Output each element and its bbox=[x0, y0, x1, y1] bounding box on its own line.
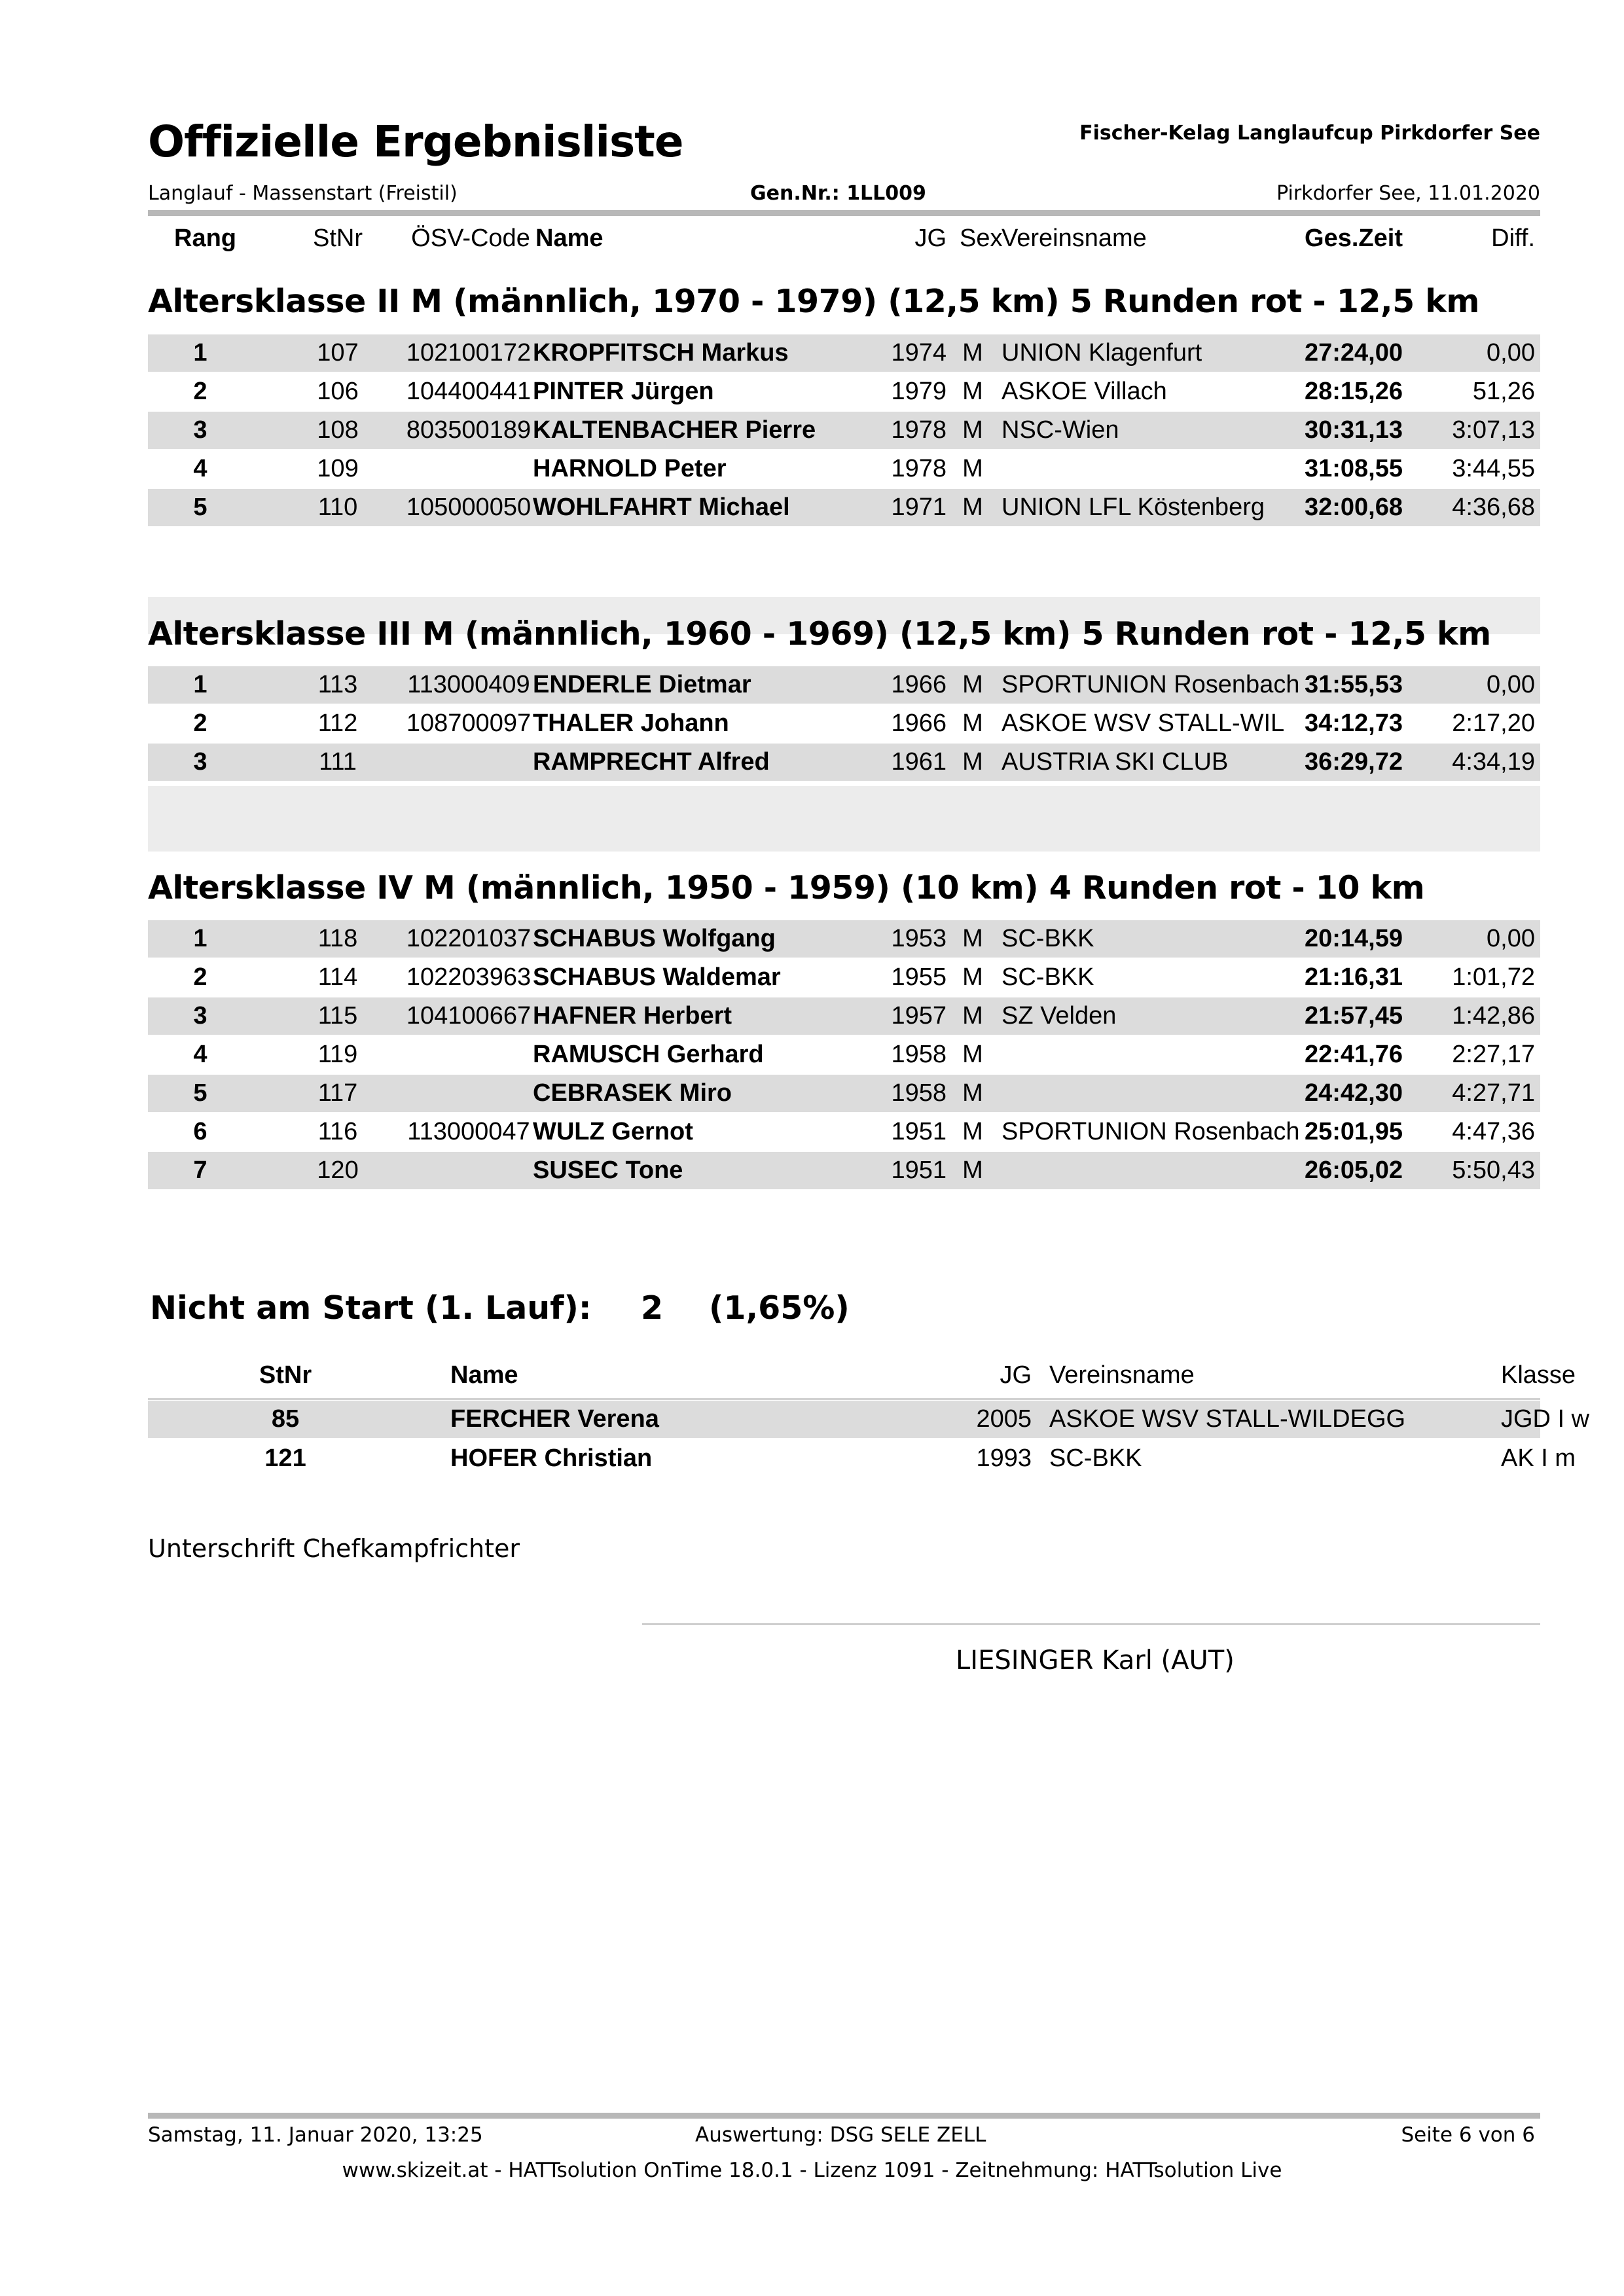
total-time-cell: 31:08,55 bbox=[1304, 455, 1403, 482]
rang-cell: 2 bbox=[193, 378, 208, 405]
result-row bbox=[148, 666, 1540, 704]
dns-label: Nicht am Start (1. Lauf): bbox=[150, 1289, 592, 1327]
col-rang: Rang bbox=[174, 224, 236, 252]
time-diff-cell: 4:27,71 bbox=[1452, 1079, 1535, 1107]
birth-year-cell: 1951 bbox=[891, 1118, 947, 1145]
footer-credits: www.skizeit.at - HATTsolution OnTime 18.0.1 - Lizenz 1091 - Zeitnehmung: HATTsolution Live bbox=[342, 2159, 1282, 2182]
total-time-cell: 26:05,02 bbox=[1304, 1157, 1403, 1184]
club-cell: SZ Velden bbox=[1001, 1002, 1117, 1030]
time-diff-cell: 4:47,36 bbox=[1452, 1118, 1535, 1145]
stnr-cell: 108 bbox=[317, 416, 359, 444]
birth-year-cell: 1974 bbox=[891, 339, 947, 367]
time-diff-cell: 3:44,55 bbox=[1452, 455, 1535, 482]
athlete-name-cell: SCHABUS Wolfgang bbox=[533, 925, 776, 952]
osv-code-cell: 102201037 bbox=[406, 925, 532, 952]
time-diff-cell: 4:34,19 bbox=[1452, 748, 1535, 776]
rang-cell: 1 bbox=[193, 339, 208, 367]
result-row bbox=[148, 1075, 1540, 1112]
sex-cell: M bbox=[962, 1079, 983, 1107]
sex-cell: M bbox=[962, 416, 983, 444]
time-diff-cell: 0,00 bbox=[1487, 671, 1535, 698]
athlete-name-cell: RAMUSCH Gerhard bbox=[533, 1041, 764, 1068]
time-diff-cell: 5:50,43 bbox=[1452, 1157, 1535, 1184]
rang-cell: 3 bbox=[193, 748, 208, 776]
club-cell: SC-BKK bbox=[1001, 925, 1094, 952]
result-row bbox=[148, 489, 1540, 526]
sex-cell: M bbox=[962, 963, 983, 991]
stnr-cell: 115 bbox=[317, 1002, 358, 1030]
section-title: Altersklasse II M (männlich, 1970 - 1979) (12,5 km) 5 Runden rot - 12,5 km bbox=[148, 283, 1479, 320]
osv-code-cell: 104100667 bbox=[406, 1002, 532, 1030]
birth-year-cell: 1951 bbox=[891, 1157, 947, 1184]
birth-year-cell: 1979 bbox=[891, 378, 947, 405]
result-row bbox=[148, 959, 1540, 996]
dns-percent: (1,65%) bbox=[709, 1289, 850, 1327]
dns-birth-year-cell: 2005 bbox=[976, 1405, 1032, 1433]
athlete-name-cell: PINTER Jürgen bbox=[533, 378, 714, 405]
dns-column-header bbox=[148, 1361, 1576, 1398]
birth-year-cell: 1953 bbox=[891, 925, 947, 952]
stnr-cell: 111 bbox=[319, 748, 357, 776]
sex-cell: M bbox=[962, 925, 983, 952]
dns-name-cell: HOFER Christian bbox=[450, 1444, 653, 1472]
stnr-cell: 109 bbox=[317, 455, 359, 482]
athlete-name-cell: CEBRASEK Miro bbox=[533, 1079, 732, 1107]
footer-datetime: Samstag, 11. Januar 2020, 13:25 bbox=[148, 2123, 483, 2147]
col-stnr: StNr bbox=[313, 224, 363, 252]
dns-col-name: Name bbox=[450, 1361, 518, 1389]
column-header bbox=[148, 224, 1540, 264]
birth-year-cell: 1958 bbox=[891, 1041, 947, 1068]
section-gap bbox=[148, 786, 1540, 852]
total-time-cell: 34:12,73 bbox=[1304, 709, 1403, 737]
birth-year-cell: 1978 bbox=[891, 455, 947, 482]
club-cell: ASKOE WSV STALL-WIL bbox=[1001, 709, 1285, 737]
result-row bbox=[148, 412, 1540, 449]
stnr-cell: 107 bbox=[317, 339, 359, 367]
gen-nr: Gen.Nr.: 1LL009 bbox=[750, 182, 926, 205]
dns-rule bbox=[148, 1398, 1540, 1400]
dns-class-cell: AK I m bbox=[1501, 1444, 1576, 1472]
rang-cell: 2 bbox=[193, 709, 208, 737]
stnr-cell: 112 bbox=[317, 709, 358, 737]
sex-cell: M bbox=[962, 709, 983, 737]
dns-class-cell: JGD I w bbox=[1501, 1405, 1590, 1433]
birth-year-cell: 1971 bbox=[891, 493, 947, 521]
footer bbox=[148, 2123, 1540, 2149]
section-title: Altersklasse IV M (männlich, 1950 - 1959) (10 km) 4 Runden rot - 10 km bbox=[148, 869, 1425, 906]
signature-line bbox=[642, 1623, 1540, 1625]
osv-code-cell: 102100172 bbox=[406, 339, 532, 367]
dns-club-cell: ASKOE WSV STALL-WILDEGG bbox=[1049, 1405, 1406, 1433]
total-time-cell: 20:14,59 bbox=[1304, 925, 1403, 952]
result-row bbox=[148, 997, 1540, 1035]
rang-cell: 7 bbox=[193, 1157, 208, 1184]
footer-page: Seite 6 von 6 bbox=[1401, 2123, 1535, 2147]
time-diff-cell: 3:07,13 bbox=[1452, 416, 1535, 444]
athlete-name-cell: KALTENBACHER Pierre bbox=[533, 416, 816, 444]
dns-row bbox=[148, 1440, 1576, 1477]
footer-rule bbox=[148, 2113, 1540, 2119]
club-cell: SPORTUNION Rosenbach bbox=[1001, 1118, 1300, 1145]
sex-cell: M bbox=[962, 671, 983, 698]
stnr-cell: 118 bbox=[317, 925, 358, 952]
osv-code-cell: 113000047 bbox=[407, 1118, 530, 1145]
athlete-name-cell: WOHLFAHRT Michael bbox=[533, 493, 790, 521]
rang-cell: 1 bbox=[193, 671, 208, 698]
sex-cell: M bbox=[962, 1118, 983, 1145]
sex-cell: M bbox=[962, 455, 983, 482]
rang-cell: 5 bbox=[193, 1079, 208, 1107]
sex-cell: M bbox=[962, 493, 983, 521]
athlete-name-cell: HARNOLD Peter bbox=[533, 455, 727, 482]
osv-code-cell: 105000050 bbox=[406, 493, 532, 521]
osv-code-cell: 803500189 bbox=[406, 416, 532, 444]
result-row bbox=[148, 450, 1540, 488]
time-diff-cell: 1:42,86 bbox=[1452, 1002, 1535, 1030]
col-zeit: Ges.Zeit bbox=[1305, 224, 1403, 252]
stnr-cell: 106 bbox=[317, 378, 359, 405]
rang-cell: 3 bbox=[193, 416, 208, 444]
time-diff-cell: 2:27,17 bbox=[1452, 1041, 1535, 1068]
total-time-cell: 21:57,45 bbox=[1304, 1002, 1403, 1030]
event-name: Fischer-Kelag Langlaufcup Pirkdorfer See bbox=[1079, 122, 1540, 145]
total-time-cell: 22:41,76 bbox=[1304, 1041, 1403, 1068]
club-cell: SPORTUNION Rosenbach bbox=[1001, 671, 1300, 698]
time-diff-cell: 4:36,68 bbox=[1452, 493, 1535, 521]
birth-year-cell: 1966 bbox=[891, 709, 947, 737]
birth-year-cell: 1966 bbox=[891, 671, 947, 698]
sex-cell: M bbox=[962, 1041, 983, 1068]
stnr-cell: 114 bbox=[317, 963, 358, 991]
club-cell: AUSTRIA SKI CLUB bbox=[1001, 748, 1229, 776]
sex-cell: M bbox=[962, 748, 983, 776]
col-sex: Sex bbox=[960, 224, 1003, 252]
dns-col-verein: Vereinsname bbox=[1049, 1361, 1195, 1389]
stnr-cell: 117 bbox=[317, 1079, 358, 1107]
rang-cell: 5 bbox=[193, 493, 208, 521]
dns-birth-year-cell: 1993 bbox=[976, 1444, 1032, 1472]
total-time-cell: 30:31,13 bbox=[1304, 416, 1403, 444]
time-diff-cell: 0,00 bbox=[1487, 339, 1535, 367]
dns-count: 2 bbox=[641, 1289, 664, 1327]
rang-cell: 4 bbox=[193, 455, 208, 482]
stnr-cell: 119 bbox=[317, 1041, 358, 1068]
club-cell: UNION LFL Köstenberg bbox=[1001, 493, 1265, 521]
col-jg: JG bbox=[914, 224, 947, 252]
col-name: Name bbox=[535, 224, 604, 252]
sex-cell: M bbox=[962, 1157, 983, 1184]
place-date: Pirkdorfer See, 11.01.2020 bbox=[1276, 182, 1540, 205]
sex-cell: M bbox=[962, 339, 983, 367]
time-diff-cell: 2:17,20 bbox=[1452, 709, 1535, 737]
athlete-name-cell: KROPFITSCH Markus bbox=[533, 339, 789, 367]
result-row bbox=[148, 334, 1540, 372]
result-row bbox=[148, 1152, 1540, 1189]
club-cell: UNION Klagenfurt bbox=[1001, 339, 1202, 367]
dns-row bbox=[148, 1401, 1590, 1438]
athlete-name-cell: SUSEC Tone bbox=[533, 1157, 683, 1184]
birth-year-cell: 1958 bbox=[891, 1079, 947, 1107]
rang-cell: 6 bbox=[193, 1118, 208, 1145]
athlete-name-cell: SCHABUS Waldemar bbox=[533, 963, 781, 991]
time-diff-cell: 0,00 bbox=[1487, 925, 1535, 952]
club-cell: ASKOE Villach bbox=[1001, 378, 1167, 405]
total-time-cell: 21:16,31 bbox=[1304, 963, 1403, 991]
athlete-name-cell: THALER Johann bbox=[533, 709, 729, 737]
total-time-cell: 28:15,26 bbox=[1304, 378, 1403, 405]
result-row bbox=[148, 373, 1540, 410]
signature-name: LIESINGER Karl (AUT) bbox=[956, 1645, 1235, 1676]
result-row bbox=[148, 744, 1540, 781]
total-time-cell: 36:29,72 bbox=[1304, 748, 1403, 776]
stnr-cell: 110 bbox=[317, 493, 358, 521]
osv-code-cell: 104400441 bbox=[406, 378, 532, 405]
total-time-cell: 25:01,95 bbox=[1304, 1118, 1403, 1145]
result-row bbox=[148, 1113, 1540, 1151]
dns-col-klasse: Klasse bbox=[1501, 1361, 1576, 1389]
club-cell: NSC-Wien bbox=[1001, 416, 1119, 444]
header-subline bbox=[148, 182, 1540, 208]
athlete-name-cell: RAMPRECHT Alfred bbox=[533, 748, 770, 776]
dns-stnr-cell: 121 bbox=[264, 1444, 306, 1472]
birth-year-cell: 1957 bbox=[891, 1002, 947, 1030]
discipline: Langlauf - Massenstart (Freistil) bbox=[148, 182, 458, 205]
signature-label: Unterschrift Chefkampfrichter bbox=[148, 1534, 520, 1563]
total-time-cell: 27:24,00 bbox=[1304, 339, 1403, 367]
total-time-cell: 24:42,30 bbox=[1304, 1079, 1403, 1107]
osv-code-cell: 102203963 bbox=[406, 963, 532, 991]
birth-year-cell: 1955 bbox=[891, 963, 947, 991]
dns-stnr-cell: 85 bbox=[271, 1405, 300, 1433]
osv-code-cell: 113000409 bbox=[407, 671, 530, 698]
dns-club-cell: SC-BKK bbox=[1049, 1444, 1142, 1472]
time-diff-cell: 51,26 bbox=[1472, 378, 1535, 405]
athlete-name-cell: ENDERLE Dietmar bbox=[533, 671, 751, 698]
dns-col-stnr: StNr bbox=[259, 1361, 312, 1389]
result-row bbox=[148, 920, 1540, 958]
birth-year-cell: 1961 bbox=[891, 748, 947, 776]
page-title: Offizielle Ergebnisliste bbox=[148, 117, 683, 167]
sex-cell: M bbox=[962, 378, 983, 405]
total-time-cell: 31:55,53 bbox=[1304, 671, 1403, 698]
rang-cell: 3 bbox=[193, 1002, 208, 1030]
col-osv: ÖSV-Code bbox=[411, 224, 530, 252]
total-time-cell: 32:00,68 bbox=[1304, 493, 1403, 521]
result-row bbox=[148, 1036, 1540, 1073]
stnr-cell: 120 bbox=[317, 1157, 359, 1184]
col-diff: Diff. bbox=[1491, 224, 1535, 252]
club-cell: SC-BKK bbox=[1001, 963, 1094, 991]
stnr-cell: 113 bbox=[317, 671, 358, 698]
rang-cell: 4 bbox=[193, 1041, 208, 1068]
rang-cell: 1 bbox=[193, 925, 208, 952]
header-rule bbox=[148, 210, 1540, 216]
athlete-name-cell: HAFNER Herbert bbox=[533, 1002, 732, 1030]
section-title: Altersklasse III M (männlich, 1960 - 1969) (12,5 km) 5 Runden rot - 12,5 km bbox=[148, 615, 1491, 653]
sex-cell: M bbox=[962, 1002, 983, 1030]
footer-auswertung: Auswertung: DSG SELE ZELL bbox=[695, 2123, 986, 2147]
birth-year-cell: 1978 bbox=[891, 416, 947, 444]
dns-col-jg: JG bbox=[1000, 1361, 1032, 1389]
col-verein: Vereinsname bbox=[1001, 224, 1147, 252]
osv-code-cell: 108700097 bbox=[406, 709, 532, 737]
time-diff-cell: 1:01,72 bbox=[1452, 963, 1535, 991]
dns-name-cell: FERCHER Verena bbox=[450, 1405, 659, 1433]
athlete-name-cell: WULZ Gernot bbox=[533, 1118, 693, 1145]
stnr-cell: 116 bbox=[317, 1118, 358, 1145]
result-row bbox=[148, 705, 1540, 742]
rang-cell: 2 bbox=[193, 963, 208, 991]
